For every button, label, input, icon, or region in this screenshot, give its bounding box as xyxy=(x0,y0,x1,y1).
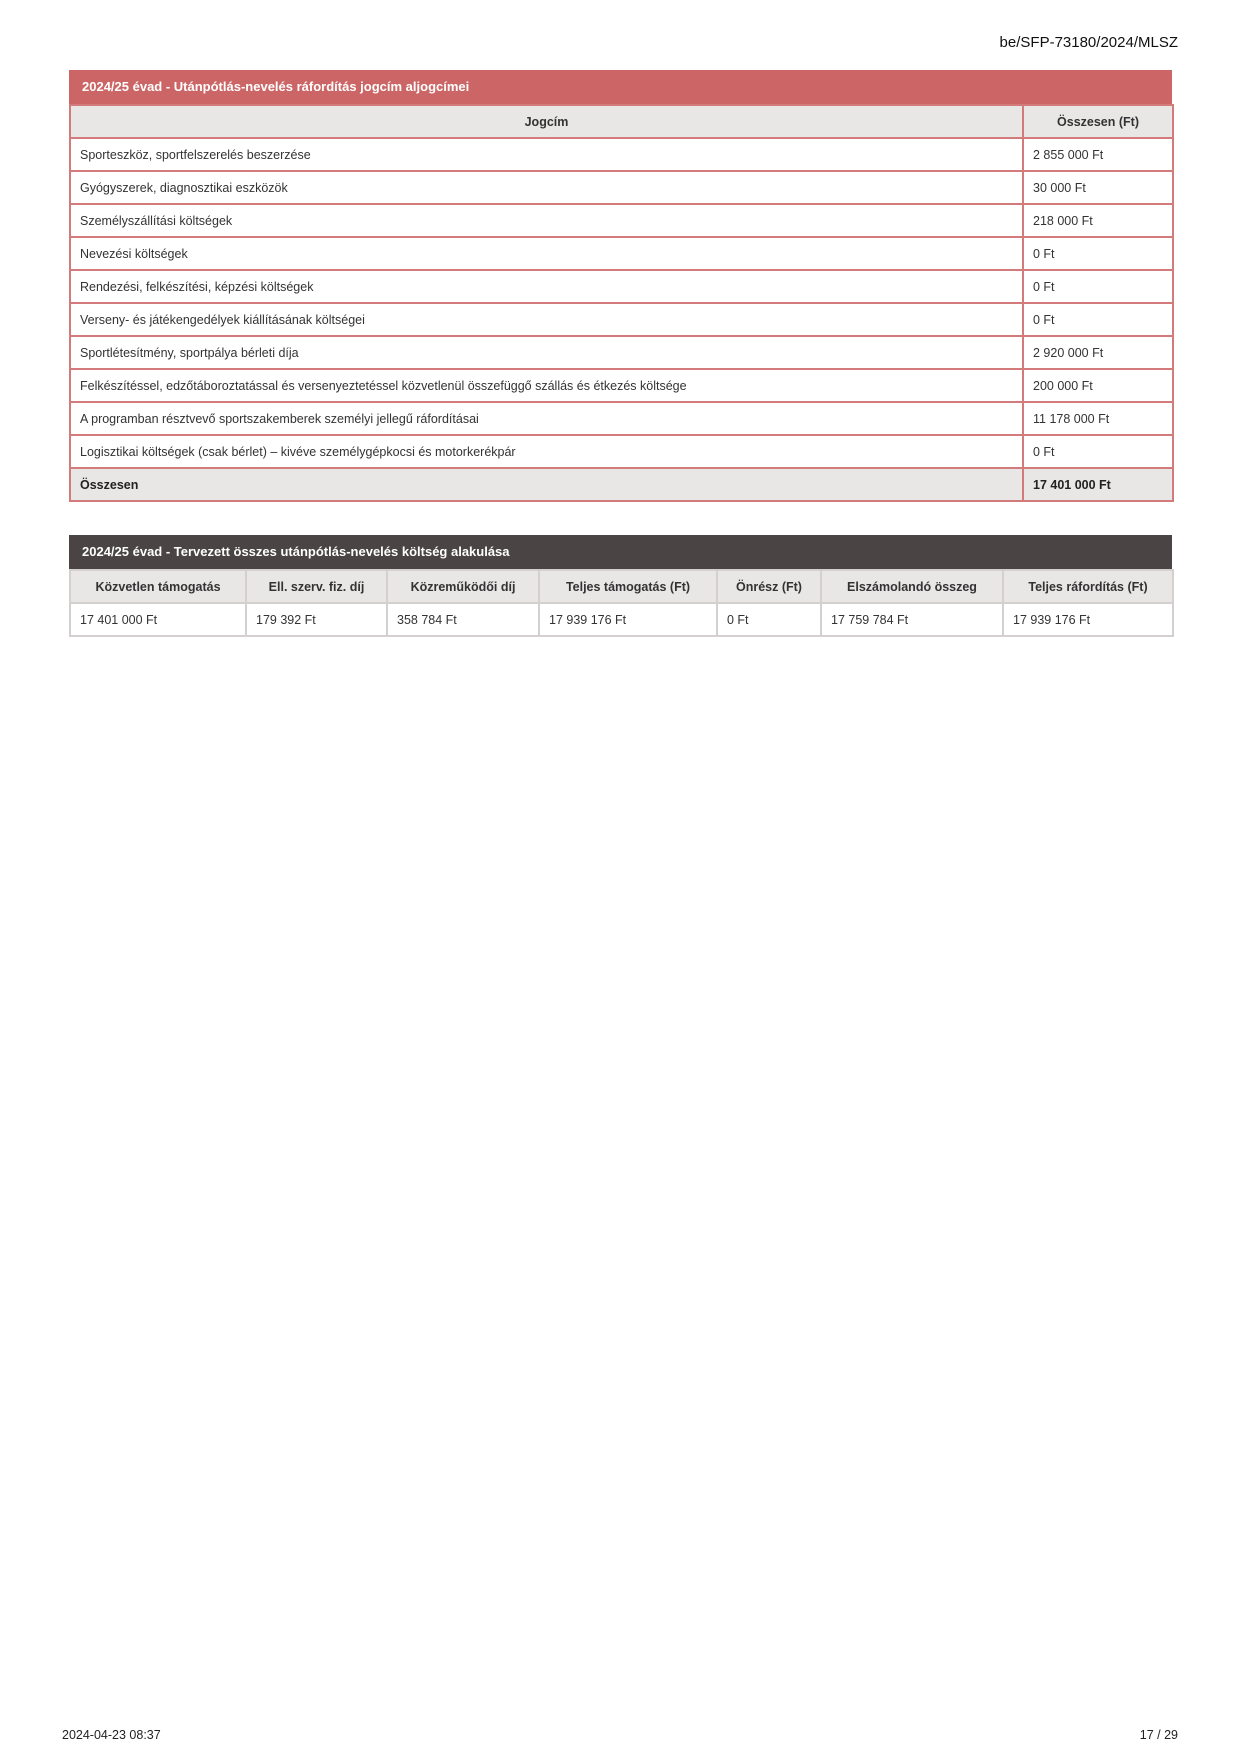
table-row xyxy=(70,369,1173,402)
planned-cost-title: 2024/25 évad - Tervezett összes utánpótlás-nevelés költség alakulása xyxy=(69,535,1172,569)
header-teljes-raforditas: Teljes ráfordítás (Ft) xyxy=(1003,570,1173,603)
header-onresz: Önrész (Ft) xyxy=(717,570,821,603)
cell-teljes-raforditas: 17 939 176 Ft xyxy=(1003,603,1173,636)
cost-breakdown-table xyxy=(69,104,1174,502)
table-row xyxy=(70,603,1173,636)
page-number: 17 / 29 xyxy=(1139,1728,1178,1742)
table-row xyxy=(70,402,1173,435)
row-label: Gyógyszerek, diagnosztikai eszközök xyxy=(70,171,1023,204)
row-amount: 0 Ft xyxy=(1023,303,1173,336)
row-label: Nevezési költségek xyxy=(70,237,1023,270)
row-label: Verseny- és játékengedélyek kiállításának költségei xyxy=(70,303,1023,336)
row-amount: 218 000 Ft xyxy=(1023,204,1173,237)
table-row xyxy=(70,336,1173,369)
header-jogcim: Jogcím xyxy=(70,105,1023,138)
row-amount: 0 Ft xyxy=(1023,237,1173,270)
planned-cost-section xyxy=(69,535,1172,637)
row-label: A programban résztvevő sportszakemberek személyi jellegű ráfordításai xyxy=(70,402,1023,435)
header-kozremukodoi-dij: Közreműködői díj xyxy=(387,570,539,603)
header-osszesen: Összesen (Ft) xyxy=(1023,105,1173,138)
header-elszamolando-osszeg: Elszámolandó összeg xyxy=(821,570,1003,603)
row-label: Sporteszköz, sportfelszerelés beszerzése xyxy=(70,138,1023,171)
cost-breakdown-title: 2024/25 évad - Utánpótlás-nevelés ráfordítás jogcím aljogcímei xyxy=(69,70,1172,104)
total-value: 17 401 000 Ft xyxy=(1023,468,1173,501)
cell-teljes-tamogatas: 17 939 176 Ft xyxy=(539,603,717,636)
cell-kozvetlen-tamogatas: 17 401 000 Ft xyxy=(70,603,246,636)
cell-kozremukodoi-dij: 358 784 Ft xyxy=(387,603,539,636)
cell-elszamolando-osszeg: 17 759 784 Ft xyxy=(821,603,1003,636)
header-ell-szerv-fiz-dij: Ell. szerv. fiz. díj xyxy=(246,570,387,603)
table-row xyxy=(70,270,1173,303)
footer-timestamp: 2024-04-23 08:37 xyxy=(62,1728,161,1742)
document-reference: be/SFP-73180/2024/MLSZ xyxy=(999,34,1178,51)
row-amount: 2 855 000 Ft xyxy=(1023,138,1173,171)
row-amount: 200 000 Ft xyxy=(1023,369,1173,402)
cell-ell-szerv-fiz-dij: 179 392 Ft xyxy=(246,603,387,636)
row-label: Rendezési, felkészítési, képzési költségek xyxy=(70,270,1023,303)
table-row xyxy=(70,303,1173,336)
table-row xyxy=(70,138,1173,171)
cell-onresz: 0 Ft xyxy=(717,603,821,636)
total-label: Összesen xyxy=(70,468,1023,501)
planned-cost-table xyxy=(69,569,1174,637)
row-label: Személyszállítási költségek xyxy=(70,204,1023,237)
header-kozvetlen-tamogatas: Közvetlen támogatás xyxy=(70,570,246,603)
table-row xyxy=(70,204,1173,237)
row-amount: 2 920 000 Ft xyxy=(1023,336,1173,369)
row-amount: 30 000 Ft xyxy=(1023,171,1173,204)
row-label: Felkészítéssel, edzőtáboroztatással és versenyeztetéssel közvetlenül összefüggő szállás és étkezés költsége xyxy=(70,369,1023,402)
row-label: Sportlétesítmény, sportpálya bérleti díja xyxy=(70,336,1023,369)
table-row xyxy=(70,171,1173,204)
table-header-row xyxy=(70,570,1173,603)
header-teljes-tamogatas: Teljes támogatás (Ft) xyxy=(539,570,717,603)
row-amount: 0 Ft xyxy=(1023,435,1173,468)
row-label: Logisztikai költségek (csak bérlet) – kivéve személygépkocsi és motorkerékpár xyxy=(70,435,1023,468)
table-row xyxy=(70,435,1173,468)
table-header-row xyxy=(70,105,1173,138)
row-amount: 0 Ft xyxy=(1023,270,1173,303)
cost-breakdown-section xyxy=(69,70,1172,502)
row-amount: 11 178 000 Ft xyxy=(1023,402,1173,435)
table-row xyxy=(70,237,1173,270)
total-row xyxy=(70,468,1173,501)
